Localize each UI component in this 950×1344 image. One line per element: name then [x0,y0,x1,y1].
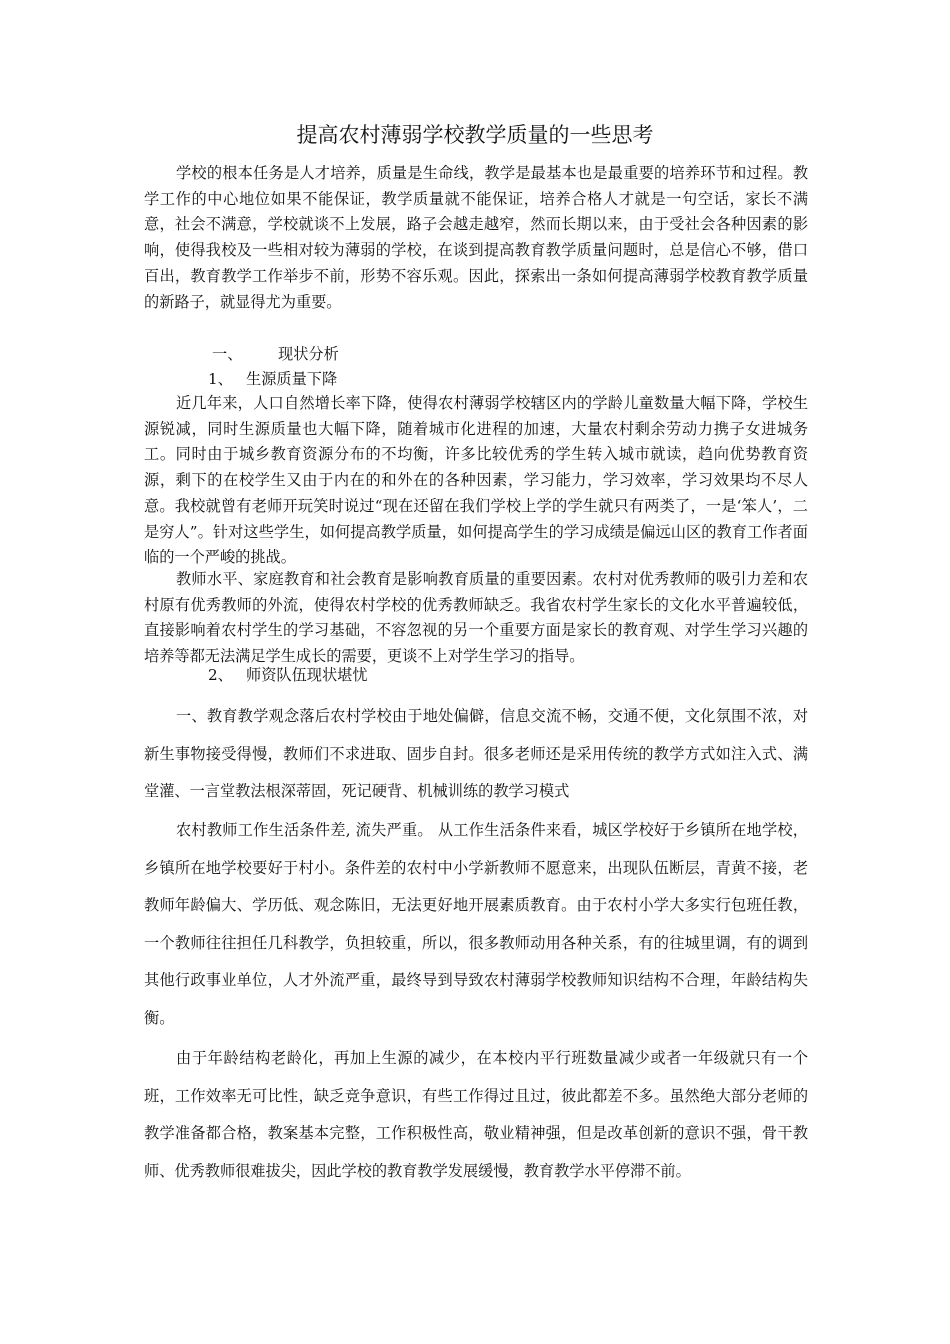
section-title: 现状分析 [278,345,339,363]
paragraph-factors: 教师水平、家庭教育和社会教育是影响教育质量的重要因素。农村对优秀教师的吸引力差和农村原有优秀教师的外流，使得农村学校的优秀教师缺乏。我省农村学生家长的文化水平普遍较低，直接影响着农村学生的学习基础，不容忽视的另一个重要方面是家长的教育观、对学生学习兴趣的培养等都无法满足学生成长的需要，更谈不上对学生学习的指导。 [144,570,808,666]
paragraph-aging: 由于年龄结构老龄化，再加上生源的减少，在本校内平行班数量减少或者一年级就只有一个班，工作效率无可比性，缺乏竞争意识，有些工作得过且过，彼此都差不多。虽然绝大部分老师的教学准备都合格，教案基本完整，工作积极性高，敬业精神强，但是改革创新的意识不强，骨干教师、优秀教师很难拔尖，因此学校的教育教学发展缓慢，教育教学水平停滞不前。 [144,1049,808,1180]
paragraph-concepts: 一、教育教学观念落后农村学校由于地处偏僻，信息交流不畅，交通不便，文化氛围不浓，对新生事物接受得慢，教师们不求进取、固步自封。很多老师还是采用传统的教学方式如注入式、满堂灌、一言堂教法根深蒂固，死记硬背、机械训练的教学习模式 [144,707,808,801]
subsection-title: 生源质量下降 [246,370,338,388]
paragraph-enrollment: 近几年来，人口自然增长率下降，使得农村薄弱学校辖区内的学龄儿童数量大幅下降，学校生源锐减，同时生源质量也大幅下降，随着城市化进程的加速，大量农村剩余劳动力携子女进城务工。同时由于城乡教育资源分布的不均衡，许多比较优秀的学生转入城市就读，趋向优势教育资源，剩下的在校学生又由于内在的和外在的各种因素，学习能力，学习效率，学习效果均不尽人意。我校就曾有老师开玩笑时说过“现在还留在我们学校上学的学生就只有两类了，一是‘笨人’，二是穷人”。针对这些学生，如何提高教学质量，如何提高学生的学习成绩是偏远山区的教育工作者面临的一个严峻的挑战。 [144,394,808,567]
document-title: 提高农村薄弱学校教学质量的一些思考 [296,123,654,147]
section-heading-1 [212,342,339,366]
subsection-title: 师资队伍现状堪忧 [246,666,368,684]
section-number: 一、 [212,345,243,363]
subsection-heading-2 [208,663,368,687]
subsection-heading-1 [208,367,337,391]
subsection-number: 1、 [208,370,233,388]
intro-paragraph: 学校的根本任务是人才培养，质量是生命线，教学是最基本也是最重要的培养环节和过程。教学工作的中心地位如果不能保证，教学质量就不能保证，培养合格人才就是一句空话，家长不满意，社会不满意，学校就谈不上发展，路子会越走越窄，然而长期以来，由于受社会各种因素的影响，使得我校及一些相对较为薄弱的学校，在谈到提高教育教学质量问题时，总是信心不够，借口百出，教育教学工作举步不前，形势不容乐观。因此，探索出一条如何提高薄弱学校教育教学质量的新路子，就显得尤为重要。 [144,164,808,311]
subsection-number: 2、 [208,666,233,684]
paragraph-conditions: 农村教师工作生活条件差, 流失严重。 从工作生活条件来看，城区学校好于乡镇所在地学校，乡镇所在地学校要好于村小。条件差的农村中小学新教师不愿意来，出现队伍断层，青黄不接，老教师年龄偏大、学历低、观念陈旧，无法更好地开展素质教育。由于农村小学大多实行包班任教，一个教师往往担任几科教学，负担较重，所以，很多教师动用各种关系，有的往城里调，有的调到其他行政事业单位，人才外流严重，最终导到导致农村薄弱学校教师知识结构不合理，年龄结构失衡。 [144,821,808,1027]
